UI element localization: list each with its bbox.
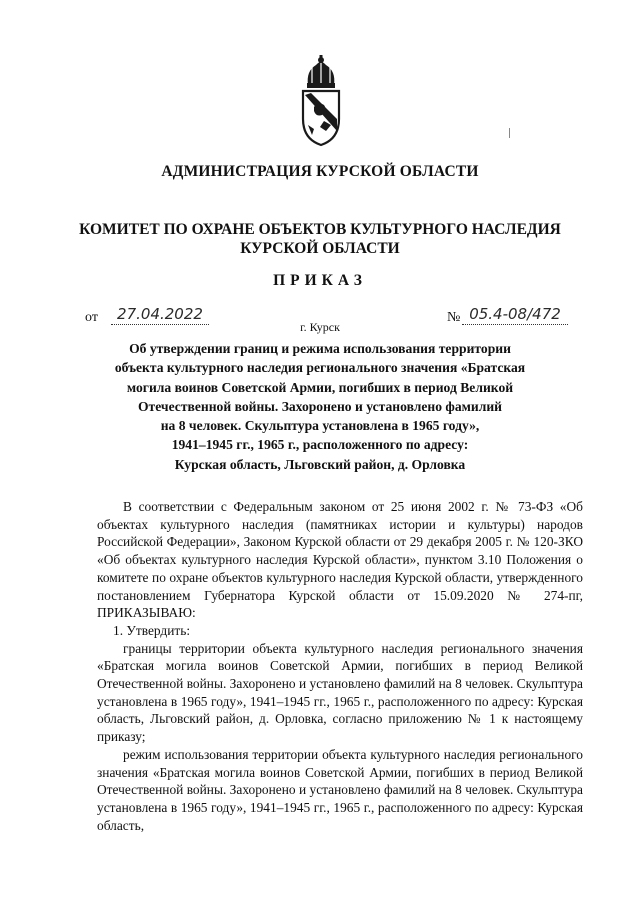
order-subject [100,339,540,474]
subject-line: 1941–1945 гг., 1965 г., расположенного по адресу: [171,437,469,453]
administration-title: АДМИНИСТРАЦИЯ КУРСКОЙ ОБЛАСТИ [161,163,479,180]
subject-line: могила воинов Советской Армии, погибших в период Великой [126,379,514,395]
committee-title [60,220,580,258]
subject-line: объекта культурного наследия регионального значения «Братская [114,360,526,376]
document-type: ПРИКАЗ [273,272,367,289]
date-label: от [85,310,98,325]
number-label: № [447,310,461,325]
subject-line: Курская область, Льговский район, д. Орловка [174,456,466,472]
body-paragraph-preamble: В соответствии с Федеральным законом от 25 июня 2002 г. № 73-ФЗ «Об объектах культурного наследия (памятниках истории и культуры) народов Российской Федерации», Законом Курской области от 29 декабря 2005 г. № 120-ЗКО «Об объектах культурного наследия Курской области», пунктом 3.10 Положения о комитете по охране объектов культурного наследия Курской области, утвержденного постановлением Губернатора Курской области от 15.09.2020 № 274-пг, ПРИКАЗЫВАЮ: [97,499,583,621]
city-label: г. Курск [300,320,340,334]
date-handwritten: 27.04.2022 [111,304,209,325]
body-paragraph-item-1: 1. Утвердить: [113,622,191,638]
body-paragraph-boundaries: границы территории объекта культурного наследия регионального значения «Братская могила воинов Советской Армии, погибших в период Великой Отечественной войны. Захоронено и установлено фамилий на 8 человек. Скульптура установлена в 1965 году», 1941–1945 гг., 1965 г., расположенного по адресу: Курская область, Льговский район, д. Орловка, согласно приложению № 1 к настоящему приказу; [97,640,583,745]
subject-line: на 8 человек. Скульптура установлена в 1965 году», [160,418,480,434]
subject-line: Отечественной войны. Захоронено и установлено фамилий [137,398,503,414]
order-body [97,498,583,834]
committee-title-line: КОМИТЕТ ПО ОХРАНЕ ОБЪЕКТОВ КУЛЬТУРНОГО НАСЛЕДИЯ [79,221,561,238]
subject-line: Об утверждении границ и режима использования территории [129,341,511,356]
scan-artifact [509,128,510,138]
body-paragraph-regime: режим использования территории объекта культурного наследия регионального значения «Братская могила воинов Советской Армии, погибших в период Великой Отечественной войны. Захоронено и установлено фамилий на 8 человек. Скульптура установлена в 1965 году», 1941–1945 гг., 1965 г., расположенного по адресу: Курская область, [97,746,583,833]
coat-of-arms-icon [298,55,344,147]
committee-title-line: КУРСКОЙ ОБЛАСТИ [240,240,400,257]
number-handwritten: 05.4-08/472 [462,304,568,325]
